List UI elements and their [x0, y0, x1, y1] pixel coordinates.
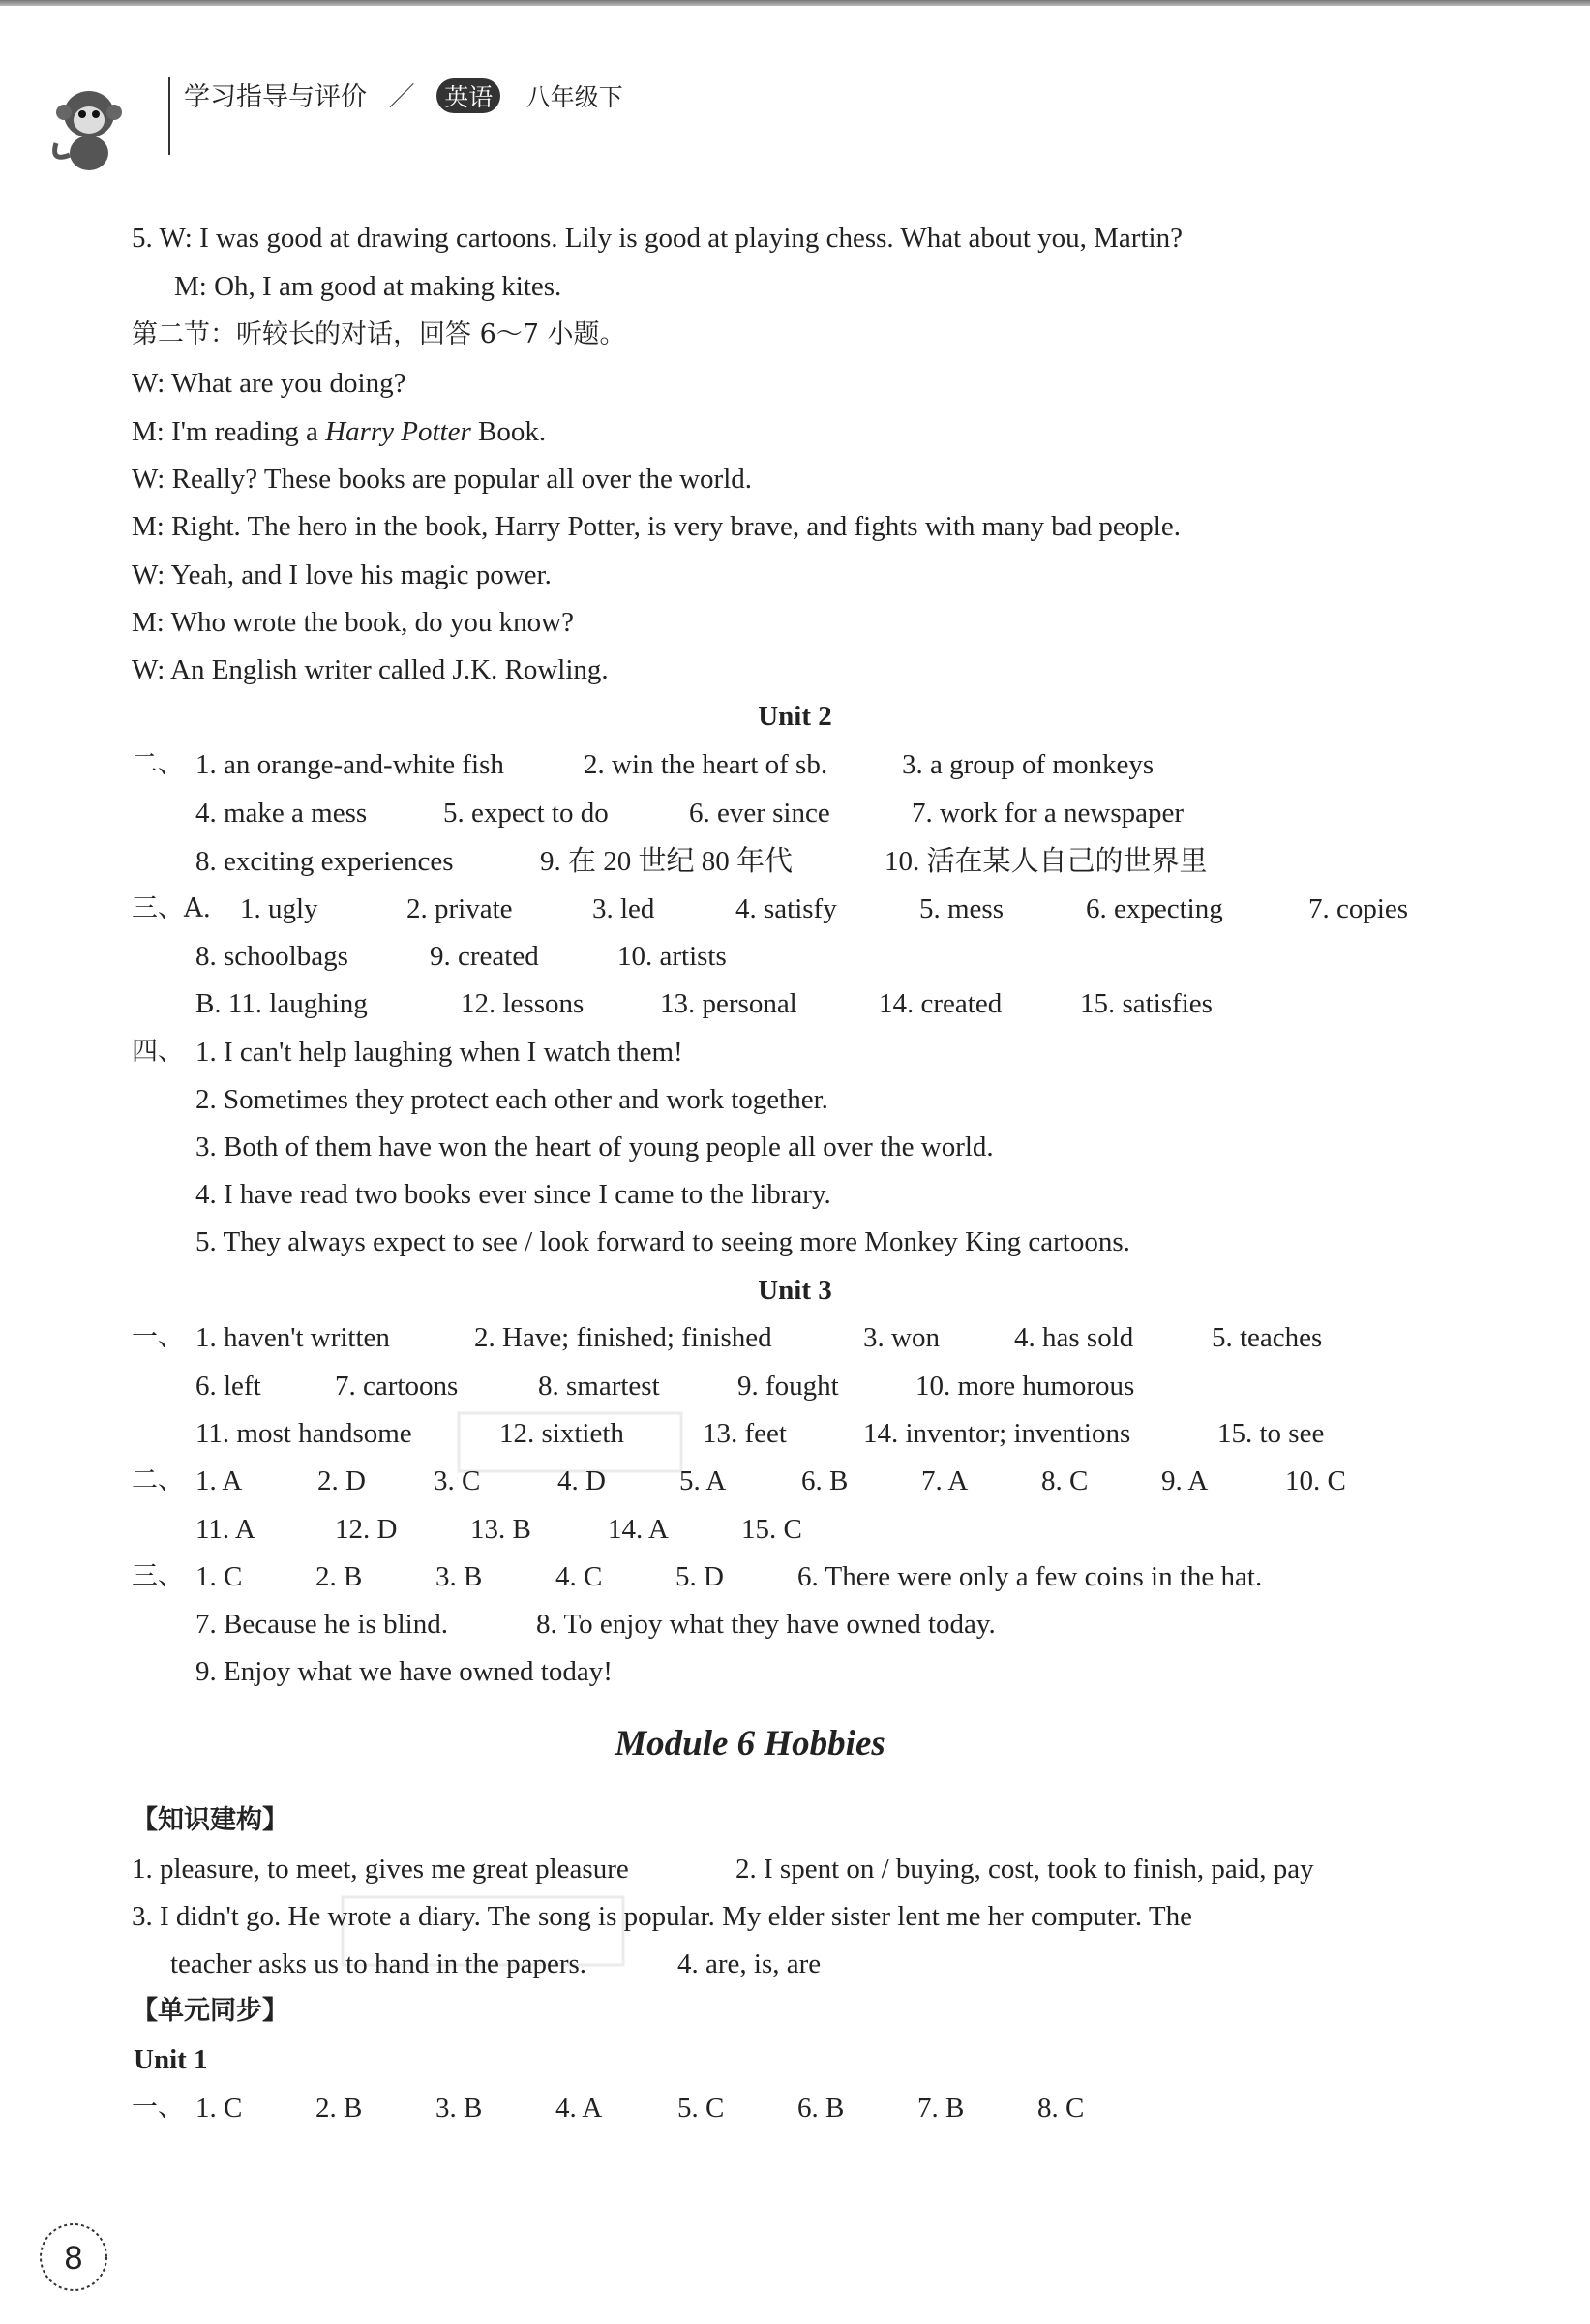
unit2-part4-item: 5. They always expect to see / look forward to seeing more Monkey King cartoons. — [195, 1226, 1130, 1257]
book-title: 学习指导与评价 — [184, 82, 367, 112]
section2-heading: 第二节：听较长的对话，回答 6～7 小题。 — [132, 319, 626, 349]
listening-q5-m: M: Oh, I am good at making kites. — [174, 271, 562, 302]
watermark-stamp — [339, 1887, 629, 1975]
listening-q5-w: 5. W: I was good at drawing cartoons. Lily is good at playing chess. What about you, Martin? — [132, 223, 1183, 254]
page-header — [39, 56, 813, 153]
grade-label: 八年级下 — [525, 83, 623, 111]
unit2-part4-label: 四、 — [132, 1037, 184, 1067]
unit1-title: Unit 1 — [134, 2044, 208, 2075]
page-number-badge — [27, 2218, 122, 2296]
sync-heading: 【单元同步】 — [132, 1996, 288, 2026]
top-rule — [0, 0, 1590, 6]
page-number: 8 — [64, 2240, 83, 2277]
dialog-line: M: Who wrote the book, do you know? — [132, 607, 574, 638]
unit3-title: Unit 3 — [758, 1275, 832, 1306]
monkey-mascot-icon — [46, 75, 132, 172]
dialog-line: W: An English writer called J.K. Rowling. — [132, 654, 609, 685]
dialog-line: W: Yeah, and I love his magic power. — [132, 559, 552, 590]
header-title: 学习指导与评价 ／ 英语 八年级下 — [184, 75, 623, 113]
dialog-line: W: What are you doing? — [132, 368, 406, 399]
unit2-part4-item: 3. Both of them have won the heart of young people all over the world. — [195, 1132, 994, 1162]
dialog-line: M: Right. The hero in the book, Harry Potter, is very brave, and fights with many bad people. — [132, 511, 1181, 542]
unit2-title: Unit 2 — [758, 701, 832, 732]
dialog-line: M: I'm reading a Harry Potter Book. — [132, 416, 547, 447]
header-divider — [168, 77, 170, 155]
dialog-line: W: Really? These books are popular all over the world. — [132, 464, 753, 495]
module-title: Module 6 Hobbies — [615, 1724, 885, 1764]
subject-badge: 英语 — [436, 78, 500, 113]
knowledge-line: 3. I didn't go. He wrote a diary. The song is popular. My elder sister lent me her computer. The — [132, 1901, 1192, 1932]
knowledge-heading: 【知识建构】 — [132, 1805, 288, 1835]
book-title-italic: Harry Potter — [325, 416, 471, 447]
watermark-stamp — [455, 1403, 687, 1481]
unit2-part4-item: 2. Sometimes they protect each other and work together. — [195, 1084, 828, 1115]
unit2-part4-item: 1. I can't help laughing when I watch them! — [195, 1037, 683, 1068]
unit2-part4-item: 4. I have read two books ever since I came to the library. — [195, 1179, 831, 1210]
